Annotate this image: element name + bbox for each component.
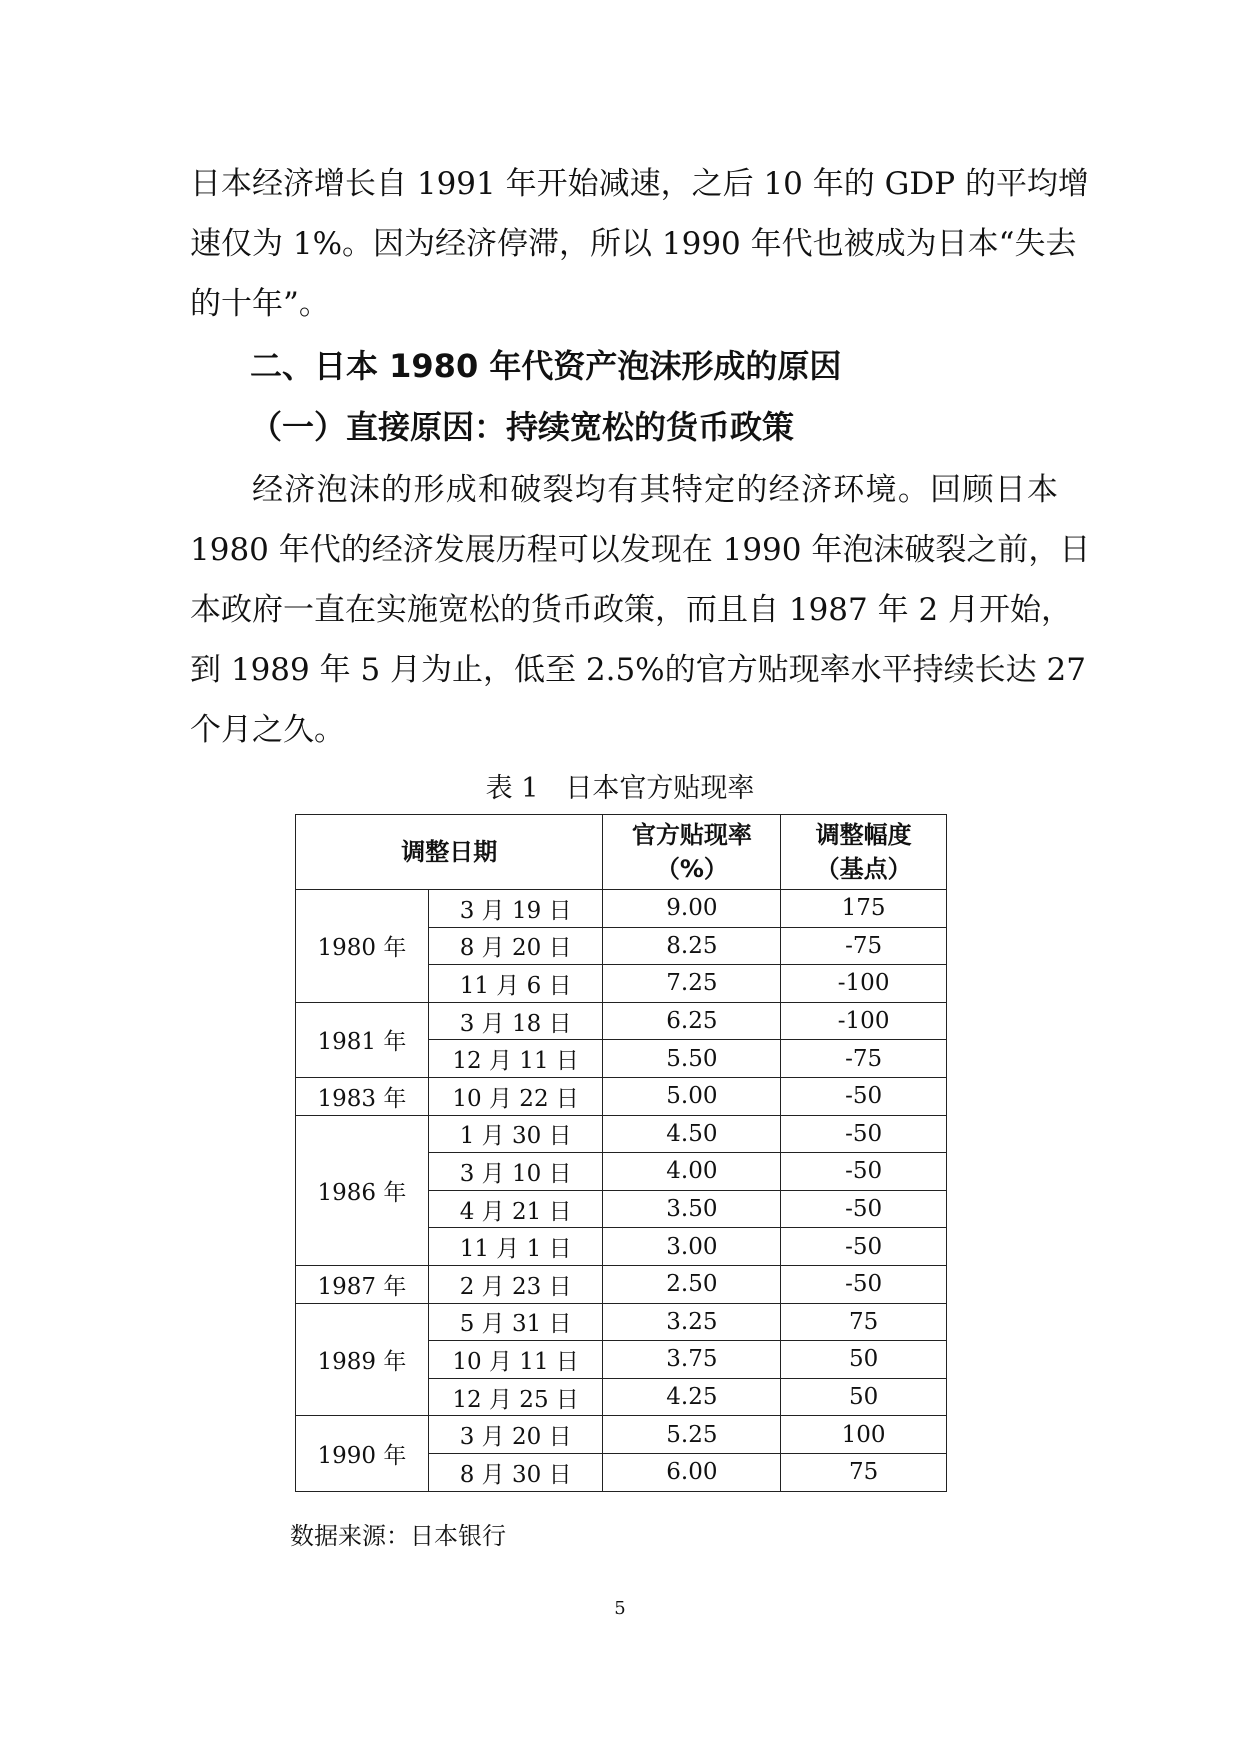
date-cell: 11 月 1 日 [428, 1228, 603, 1266]
paragraph-line: 1980 年代的经济发展历程可以发现在 1990 年泡沫破裂之前，日 [190, 532, 1091, 568]
rate-cell: 2.50 [603, 1265, 781, 1303]
header-change [781, 815, 947, 890]
rate-cell: 4.00 [603, 1153, 781, 1191]
paragraph-line: 本政府一直在实施宽松的货币政策，而且自 1987 年 2 月开始， [190, 592, 1073, 628]
year-cell: 1980 年 [296, 890, 429, 1003]
change-cell: -50 [781, 1153, 947, 1191]
change-cell: -50 [781, 1265, 947, 1303]
year-cell: 1990 年 [296, 1416, 429, 1491]
rate-cell: 3.00 [603, 1228, 781, 1266]
year-cell: 1986 年 [296, 1115, 429, 1265]
change-cell: 50 [781, 1378, 947, 1416]
date-cell: 8 月 20 日 [428, 927, 603, 965]
rate-cell: 3.25 [603, 1303, 781, 1341]
date-cell: 1 月 30 日 [428, 1115, 603, 1153]
table-row [296, 890, 947, 928]
change-cell: 175 [781, 890, 947, 928]
date-cell: 3 月 19 日 [428, 890, 603, 928]
rate-cell: 5.00 [603, 1077, 781, 1115]
date-cell: 8 月 30 日 [428, 1453, 603, 1491]
change-cell: -50 [781, 1077, 947, 1115]
date-cell: 4 月 21 日 [428, 1190, 603, 1228]
paragraph-line: 日本经济增长自 1991 年开始减速，之后 10 年的 GDP 的平均增 [190, 166, 1089, 202]
section-heading: 二、日本 1980 年代资产泡沫形成的原因 [250, 347, 842, 385]
date-cell: 12 月 11 日 [428, 1040, 603, 1078]
page-number: 5 [614, 1598, 626, 1619]
date-cell: 3 月 18 日 [428, 1002, 603, 1040]
rate-cell: 8.25 [603, 927, 781, 965]
change-cell: -50 [781, 1190, 947, 1228]
change-cell: 100 [781, 1416, 947, 1454]
subsection-heading: （一）直接原因：持续宽松的货币政策 [250, 408, 795, 446]
header-change-line2: （基点） [815, 855, 912, 883]
rate-cell: 5.50 [603, 1040, 781, 1078]
paragraph-monetary-policy [190, 460, 1091, 760]
date-cell: 10 月 22 日 [428, 1077, 603, 1115]
paragraph-gdp-slowdown [190, 154, 1089, 334]
table-row [296, 1115, 947, 1153]
rate-cell: 3.50 [603, 1190, 781, 1228]
change-cell: -75 [781, 1040, 947, 1078]
change-cell: 50 [781, 1341, 947, 1379]
header-rate [603, 815, 781, 890]
table-body [296, 890, 947, 1492]
table-row [296, 1303, 947, 1341]
year-cell: 1989 年 [296, 1303, 429, 1416]
rate-cell: 4.50 [603, 1115, 781, 1153]
header-rate-line2: （%） [655, 855, 728, 883]
header-adjust-date: 调整日期 [296, 815, 603, 890]
data-source: 数据来源：日本银行 [290, 1522, 506, 1550]
rate-cell: 4.25 [603, 1378, 781, 1416]
year-cell: 1981 年 [296, 1002, 429, 1077]
discount-rate-table [295, 814, 947, 1492]
change-cell: -100 [781, 965, 947, 1003]
year-cell: 1987 年 [296, 1265, 429, 1303]
date-cell: 3 月 10 日 [428, 1153, 603, 1191]
change-cell: 75 [781, 1303, 947, 1341]
rate-cell: 6.25 [603, 1002, 781, 1040]
year-cell: 1983 年 [296, 1077, 429, 1115]
date-cell: 11 月 6 日 [428, 965, 603, 1003]
paragraph-line: 到 1989 年 5 月为止，低至 2.5%的官方贴现率水平持续长达 27 [190, 652, 1086, 688]
paragraph-line: 经济泡沫的形成和破裂均有其特定的经济环境。回顾日本 [252, 472, 1058, 508]
change-cell: -50 [781, 1115, 947, 1153]
table-row [296, 1077, 947, 1115]
date-cell: 12 月 25 日 [428, 1378, 603, 1416]
date-cell: 2 月 23 日 [428, 1265, 603, 1303]
table-caption: 表 1 日本官方贴现率 [485, 773, 755, 804]
change-cell: -100 [781, 1002, 947, 1040]
date-cell: 10 月 11 日 [428, 1341, 603, 1379]
header-rate-line1: 官方贴现率 [631, 821, 752, 849]
change-cell: 75 [781, 1453, 947, 1491]
paragraph-line: 个月之久。 [190, 712, 345, 748]
table-header-row [296, 815, 947, 890]
rate-cell: 9.00 [603, 890, 781, 928]
change-cell: -75 [781, 927, 947, 965]
table-row [296, 1265, 947, 1303]
date-cell: 5 月 31 日 [428, 1303, 603, 1341]
rate-cell: 6.00 [603, 1453, 781, 1491]
rate-cell: 3.75 [603, 1341, 781, 1379]
paragraph-line: 速仅为 1%。因为经济停滞，所以 1990 年代也被成为日本“失去 [190, 226, 1077, 262]
table-row [296, 1002, 947, 1040]
header-change-line1: 调整幅度 [815, 821, 912, 849]
table-row [296, 1416, 947, 1454]
rate-cell: 5.25 [603, 1416, 781, 1454]
paragraph-line: 的十年”。 [190, 286, 330, 322]
change-cell: -50 [781, 1228, 947, 1266]
rate-cell: 7.25 [603, 965, 781, 1003]
date-cell: 3 月 20 日 [428, 1416, 603, 1454]
